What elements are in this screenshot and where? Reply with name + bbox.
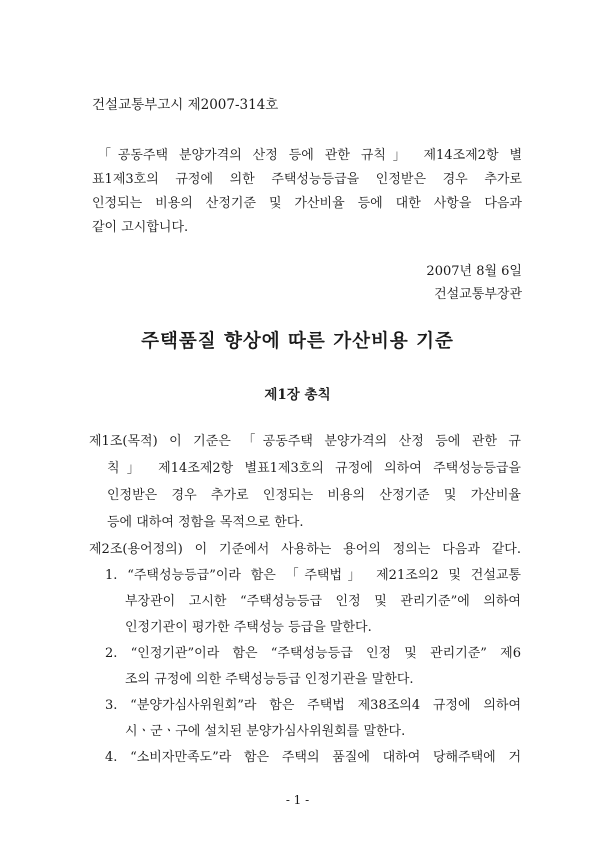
definition-item-3: 3. “분양가심사위원회”라 함은 주택법 제38조의4 규정에 의하여: [105, 698, 521, 713]
article1-line: 등에 대하여 정함을 목적으로 한다.: [107, 515, 304, 530]
article1-line: 제1조(목적) 이 기준은 「공동주택 분양가격의 산정 등에 관한 규: [89, 434, 521, 449]
page-number: - 1 -: [285, 793, 310, 807]
notice-number: 건설교통부고시 제2007-314호: [92, 97, 279, 113]
definition-item-4: 4. “소비자만족도”라 함은 주택의 품질에 대하여 당해주택에 거: [105, 750, 521, 765]
definition-item-2-line: 조의 규정에 의한 주택성능등급 인정기관을 말한다.: [125, 672, 414, 687]
definition-item-2: 2. “인정기관”이라 함은 “주택성능등급 인정 및 관리기준” 제6: [105, 646, 521, 661]
article1-line: 인정받은 경우 추가로 인정되는 비용의 산정기준 및 가산비율: [107, 488, 521, 503]
notice-date: 2007년 8월 6일: [426, 264, 522, 279]
preamble-line: 같이 고시합니다.: [92, 220, 189, 235]
chapter-heading: 제1장 총칙: [264, 387, 331, 403]
definition-item-1-line: 인정기관이 평가한 주택성능 등급을 말한다.: [125, 620, 372, 635]
preamble-line: 「공동주택 분양가격의 산정 등에 관한 규칙」 제14조제2항 별: [98, 148, 522, 163]
definition-item-3-line: 시ㆍ군ㆍ구에 설치된 분양가심사위원회를 말한다.: [125, 724, 406, 739]
preamble-line: 인정되는 비용의 산정기준 및 가산비율 등에 대한 사항을 다음과: [92, 196, 522, 211]
definition-item-1-line: 부장관이 고시한 “주택성능등급 인정 및 관리기준”에 의하여: [125, 594, 521, 609]
article2-heading: 제2조(용어정의) 이 기준에서 사용하는 용어의 정의는 다음과 같다.: [89, 542, 521, 557]
issuer-name: 건설교통부장관: [434, 287, 522, 302]
article1-line: 칙」 제14조제2항 별표1제3호의 규정에 의하여 주택성능등급을: [107, 461, 521, 476]
preamble-line: 표1제3호의 규정에 의한 주택성능등급을 인정받은 경우 추가로: [92, 172, 522, 187]
definition-item-1: 1. “주택성능등급”이라 함은 「주택법」 제21조의2 및 건설교통: [105, 568, 521, 583]
document-title: 주택품질 향상에 따른 가산비용 기준: [141, 331, 454, 352]
